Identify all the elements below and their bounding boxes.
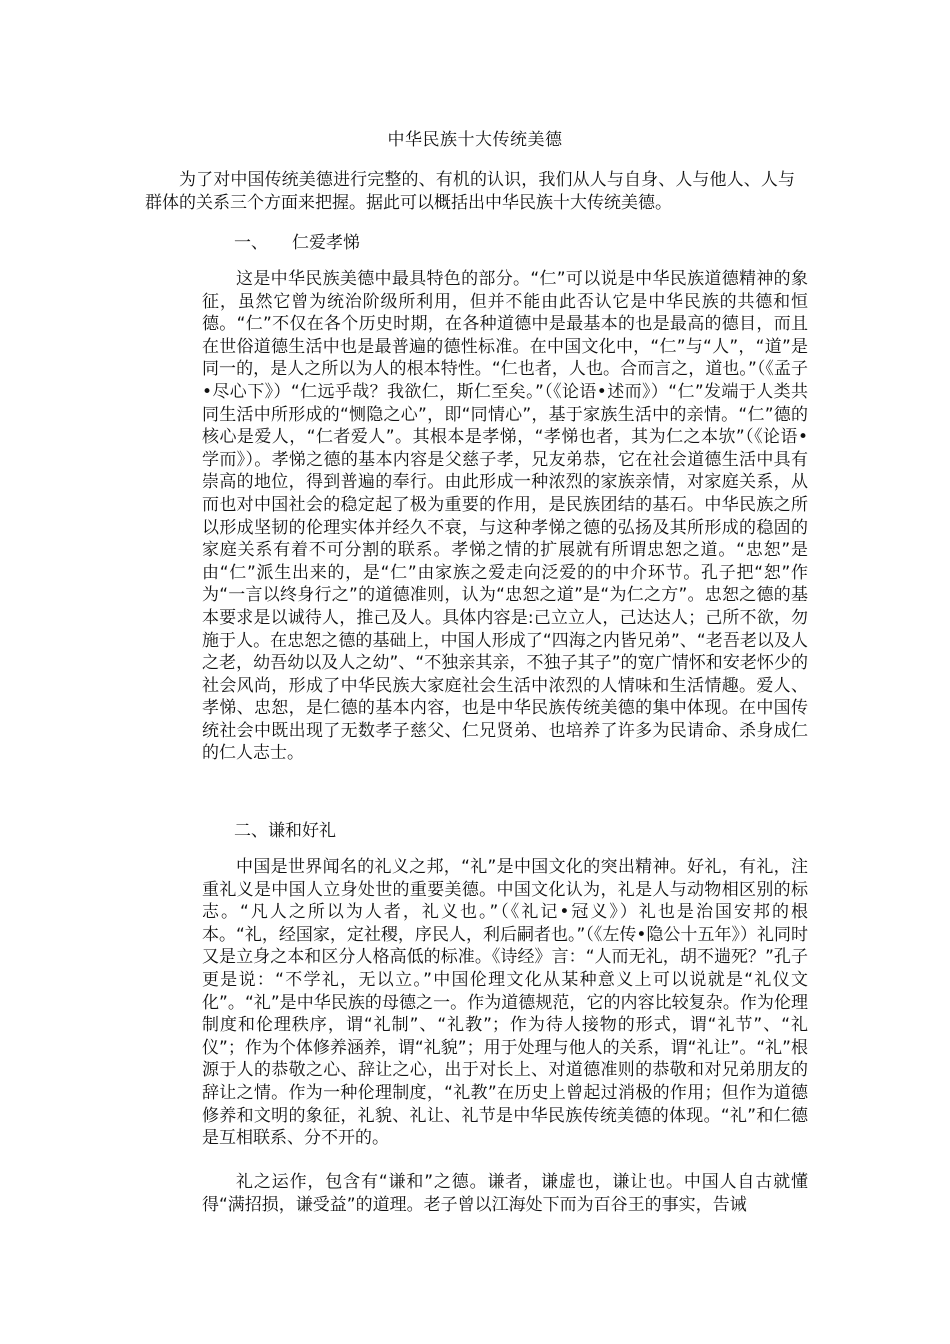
section-heading-1 xyxy=(234,231,360,255)
section-number: 一、 xyxy=(234,233,268,253)
body-paragraph: 这是中华民族美德中最具特色的部分。“仁”可以说是中华民族道德精神的象征，虽然它曾为统治阶级所利用，但并不能由此否认它是中华民族的共德和恒德。“仁”不仅在各个历史时期，在各种道德中是最基本的也是最高的德目，而且在世俗道德生活中也是最普遍的德性标准。在中国文化中，“仁”与“人”，“道”是同一的，是人之所以为人的根本特性。“仁也者，人也。合而言之，道也。”（《孟子•尽心下》）“仁远乎哉？我欲仁，斯仁至矣。”（《论语•述而》）“仁”发端于人类共同生活中所形成的“恻隐之心”，即“同情心”，基于家族生活中的亲情。“仁”德的核心是爱人，“仁者爱人”。其根本是孝悌，“孝悌也者，其为仁之本欤”（《论语•学而》）。孝悌之德的基本内容是父慈子孝，兄友弟恭，它在社会道德生活中具有崇高的地位，得到普遍的奉行。由此形成一种浓烈的家族亲情，对家庭关系，从而也对中国社会的稳定起了极为重要的作用，是民族团结的基石。中华民族之所以形成坚韧的伦理实体并经久不衰，与这种孝悌之德的弘扬及其所形成的稳固的家庭关系有着不可分割的联系。孝悌之情的扩展就有所谓忠恕之道。“忠恕”是由“仁”派生出来的，是“仁”由家族之爱走向泛爱的的中介环节。孔子把“恕”作为“一言以终身行之”的道德准则，认为“忠恕之道”是“为仁之方”。忠恕之德的基本要求是以诚待人，推己及人。具体内容是:己立立人，己达达人；己所不欲，勿施于人。在忠恕之德的基础上，中国人形成了“四海之内皆兄弟”、“老吾老以及人之老，幼吾幼以及人之幼”、“不独亲其亲，不独子其子”的宽广情怀和安老怀少的社会风尚，形成了中华民族大家庭社会生活中浓烈的人情味和生活情趣。爱人、孝悌、忠恕，是仁德的基本内容，也是中华民族传统美德的集中体现。在中国传统社会中既出现了无数孝子慈父、仁兄贤弟、也培养了许多为民请命、杀身成仁的仁人志士。 xyxy=(202,269,808,764)
section-title: 谦和好礼 xyxy=(268,821,336,841)
body-paragraph: 礼之运作，包含有“谦和”之德。谦者，谦虚也，谦让也。中国人自古就懂得“满招损，谦受益”的道理。老子曾以江海处下而为百谷王的事实，告诫 xyxy=(202,1172,808,1215)
body-paragraph: 中国是世界闻名的礼义之邦，“礼”是中国文化的突出精神。好礼，有礼，注重礼义是中国人立身处世的重要美德。中国文化认为，礼是人与动物相区别的标志。“凡人之所以为人者，礼义也。”（《礼记•冠义》）礼也是治国安邦的根本。“礼，经国家，定社稷，序民人，利后嗣者也。”（《左传•隐公十五年》）礼同时又是立身之本和区分人格高低的标准。《诗经》言：“人而无礼，胡不遄死？”孔子更是说：“不学礼，无以立。”中国伦理文化从某种意义上可以说就是“礼仪文化”。“礼”是中华民族的母德之一。作为道德规范，它的内容比较复杂。作为伦理制度和伦理秩序，谓“礼制”、“礼教”；作为待人接物的形式，谓“礼节”、“礼仪”；作为个体修养涵养，谓“礼貌”；用于处理与他人的关系，谓“礼让”。“礼”根源于人的恭敬之心、辞让之心，出于对长上、对道德准则的恭敬和对兄弟朋友的辞让之情。作为一种伦理制度，“礼教”在历史上曾起过消极的作用；但作为道德修养和文明的象征，礼貌、礼让、礼节是中华民族传统美德的体现。“礼”和仁德是互相联系、分不开的。 xyxy=(202,857,808,1149)
document-title: 中华民族十大传统美德 xyxy=(387,130,563,150)
intro-paragraph: 为了对中国传统美德进行完整的、有机的认识，我们从人与自身、人与他人、人与群体的关系三个方面来把握。据此可以概括出中华民族十大传统美德。 xyxy=(145,170,795,213)
section-heading-2 xyxy=(234,819,336,843)
section-number: 二、 xyxy=(234,821,268,841)
section-title: 仁爱孝悌 xyxy=(292,233,360,253)
